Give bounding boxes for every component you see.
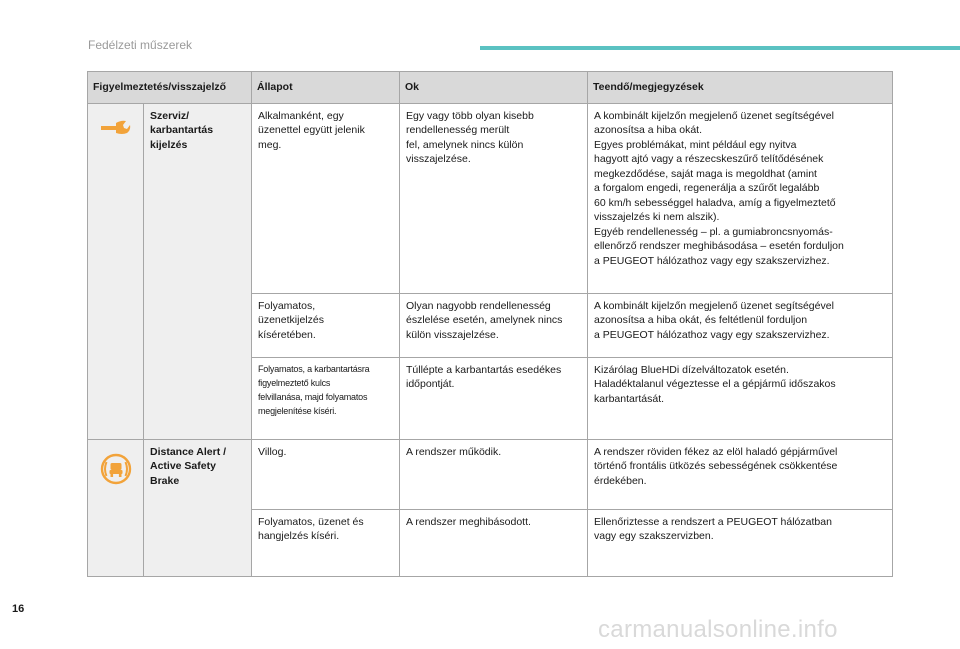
- service-state-1: Alkalmanként, egy üzenettel együtt jelenik meg.: [252, 104, 400, 294]
- safety-brake-warning-name: Distance Alert / Active Safety Brake: [144, 440, 252, 577]
- column-header-action: Teendő/megjegyzések: [588, 72, 893, 104]
- watermark: carmanualsonline.info: [598, 616, 838, 643]
- section-title: Fedélzeti műszerek: [88, 38, 193, 52]
- wrench-icon: [99, 117, 133, 139]
- column-header-warning: Figyelmeztetés/visszajelző: [88, 72, 252, 104]
- column-header-cause: Ok: [400, 72, 588, 104]
- safety-brake-action-2: Ellenőriztesse a rendszert a PEUGEOT hálózatban vagy egy szakszervizben.: [588, 510, 893, 577]
- table-header-row: [88, 72, 893, 104]
- service-action-2: A kombinált kijelzőn megjelenő üzenet segítségével azonosítsa a hiba okát, és feltétlenül forduljon a PEUGEOT hálózathoz vagy egy szakszervizhez.: [588, 294, 893, 358]
- service-cause-1: Egy vagy több olyan kisebb rendellenesség merült fel, amelynek nincs külön visszajelzése.: [400, 104, 588, 294]
- service-warning-name: Szerviz/ karbantartás kijelzés: [144, 104, 252, 440]
- safety-brake-state-2: Folyamatos, üzenet és hangjelzés kíséri.: [252, 510, 400, 577]
- warning-lights-table: [87, 71, 893, 577]
- service-state-2: Folyamatos, üzenetkijelzés kíséretében.: [252, 294, 400, 358]
- service-action-1: A kombinált kijelzőn megjelenő üzenet segítségével azonosítsa a hiba okát. Egyes problémákat, mint például egy nyitva hagyott ajtó vagy a részecskeszűrő telítődésének megkezdődése, saját maga is megoldhat (amint a forgalom engedi, regenerálja a szűrőt legalább 60 km/h sebességgel haladva, amíg a figyelmeztető visszajelzés ki nem alszik). Egyéb rendellenesség – pl. a gumiabroncsnyomás- ellenőrző rendszer meghibásodása – esetén forduljon a PEUGEOT hálózathoz vagy egy szakszervizhez.: [588, 104, 893, 294]
- safety-brake-state-1: Villog.: [252, 440, 400, 510]
- service-action-3: Kizárólag BlueHDi dízelváltozatok esetén. Haladéktalanul végeztesse el a gépjármű időszakos karbantartását.: [588, 358, 893, 440]
- table-row: [88, 440, 893, 510]
- safety-brake-cause-1: A rendszer működik.: [400, 440, 588, 510]
- header-accent-bar: [480, 46, 960, 50]
- active-safety-brake-icon: [100, 453, 132, 485]
- service-state-3: Folyamatos, a karbantartásra figyelmeztető kulcs felvillanása, majd folyamatos megjelenítése kíséri.: [252, 358, 400, 440]
- service-icon-cell: [88, 104, 144, 440]
- service-cause-2: Olyan nagyobb rendellenesség észlelése esetén, amelynek nincs külön visszajelzése.: [400, 294, 588, 358]
- safety-brake-action-1: A rendszer röviden fékez az elöl haladó gépjárművel történő frontális ütközés sebességének csökkentése érdekében.: [588, 440, 893, 510]
- table-row: [88, 104, 893, 294]
- column-header-state: Állapot: [252, 72, 400, 104]
- safety-brake-cause-2: A rendszer meghibásodott.: [400, 510, 588, 577]
- page-number: 16: [12, 603, 25, 615]
- service-cause-3: Túllépte a karbantartás esedékes időpontját.: [400, 358, 588, 440]
- safety-brake-icon-cell: [88, 440, 144, 577]
